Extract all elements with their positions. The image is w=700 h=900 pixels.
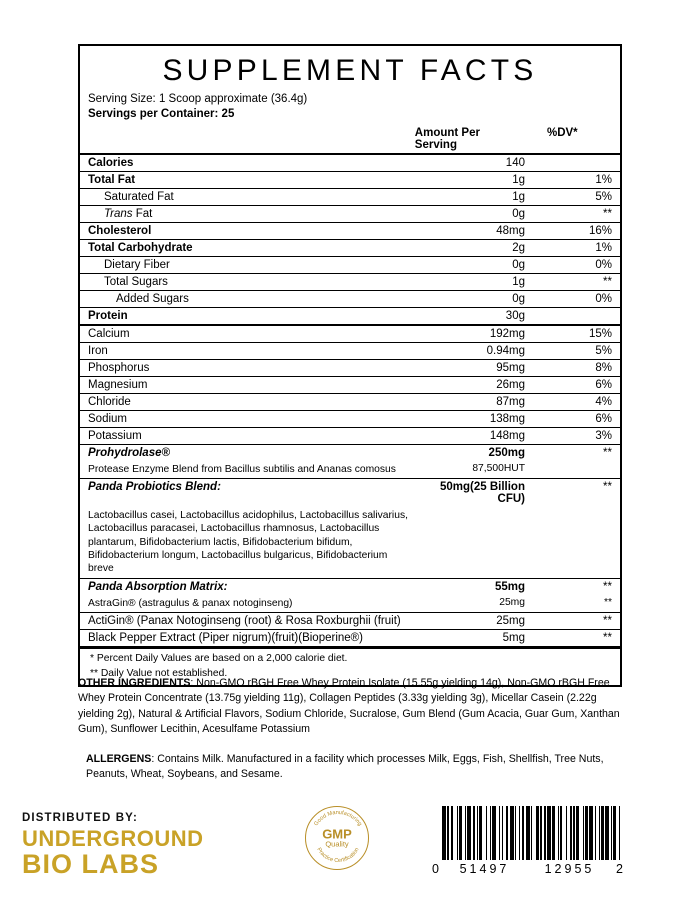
allergens-label: ALLERGENS (86, 753, 152, 765)
nutrient-name: Black Pepper Extract (Piper nigrum)(fruit)(Bioperine®) (80, 630, 415, 647)
blend-description-row (80, 507, 620, 578)
nutrient-dv (539, 154, 620, 172)
other-ingredients-label: OTHER INGREDIENTS (78, 677, 191, 689)
table-row (80, 273, 620, 290)
nutrient-name: Saturated Fat (80, 188, 415, 205)
nutrient-name: Added Sugars (80, 290, 415, 307)
column-header-amount: Amount Per Serving (415, 125, 539, 154)
panel-title: SUPPLEMENT FACTS (162, 54, 538, 87)
blend-dv: ** (603, 446, 612, 459)
nutrient-name: ActiGin® (Panax Notoginseng (root) & Rosa Roxburghii (fruit) (80, 613, 415, 630)
nutrient-amount: 30g (415, 307, 539, 325)
barcode-bars (442, 806, 624, 860)
nutrient-dv: ** (539, 205, 620, 222)
nutrient-amount: 138mg (415, 410, 539, 427)
serving-size: Serving Size: 1 Scoop approximate (36.4g) (88, 92, 308, 105)
distributed-by-label: DISTRIBUTED BY: (22, 812, 138, 824)
nutrient-amount: 87mg (415, 393, 539, 410)
column-header-name (80, 125, 415, 154)
nutrient-dv: 0% (539, 256, 620, 273)
table-header-row (80, 125, 620, 154)
nutrient-dv: 4% (539, 393, 620, 410)
nutrient-amount: 0g (415, 205, 539, 222)
allergens (86, 752, 626, 783)
svg-text:Practice Certification: Practice Certification (315, 846, 361, 865)
nutrient-name: Total Carbohydrate (80, 239, 415, 256)
nutrient-name: Chloride (80, 393, 415, 410)
supplement-facts-panel (78, 44, 622, 687)
nutrient-name: Phosphorus (80, 359, 415, 376)
table-row (80, 154, 620, 172)
svg-text:Good Manufacturing: Good Manufacturing (313, 809, 363, 828)
gmp-seal-main: GMP (322, 826, 352, 842)
nutrient-amount: 25mg (415, 613, 539, 630)
table-row (80, 630, 620, 647)
table-row (80, 613, 620, 630)
brand-name-line2: BIO LABS (22, 849, 160, 880)
barcode-group-2: 12955 (544, 862, 595, 876)
table-row (80, 171, 620, 188)
allergens-text: : Contains Milk. Manufactured in a facility which processes Milk, Eggs, Fish, Shellfish, Tree Nuts, Peanuts, Wheat, Soybeans, and Sesame. (86, 753, 604, 781)
gmp-seal-inner (322, 827, 352, 848)
table-row (80, 205, 620, 222)
nutrient-dv: 5% (539, 342, 620, 359)
other-ingredients-text: : Non-GMO rBGH Free Whey Protein Isolate (15.55g yielding 14g), Non-GMO rBGH Free Whey Protein Concentrate (13.75g yielding 11g), Collagen Peptides (3.33g yielding 3g), Micellar Casein (2.22g yielding 2g), Natural & Artificial Flavors, Sodium Chloride, Sucralose, Gum Blend (Gum Acacia, Guar Gum, Xanthan Gum), Sunflower Lecithin, Acesulfame Potassium (78, 677, 620, 736)
nutrient-dv: 6% (539, 376, 620, 393)
blend-description-amount (415, 507, 539, 578)
barcode-right-digit: 2 (616, 862, 624, 876)
table-row (80, 188, 620, 205)
nutrient-name: Sodium (80, 410, 415, 427)
barcode (432, 806, 624, 876)
blend-description-dv (539, 507, 620, 578)
nutrient-name: Total Sugars (80, 273, 415, 290)
blend-description-row (80, 461, 620, 479)
barcode-number (432, 862, 624, 876)
blend-row (80, 444, 620, 461)
table-row (80, 393, 620, 410)
nutrient-name: Potassium (80, 427, 415, 444)
gmp-seal (305, 806, 373, 874)
nutrient-dv: 5% (539, 188, 620, 205)
nutrient-amount: 26mg (415, 376, 539, 393)
blend-description-row (80, 595, 620, 613)
nutrient-amount: 5mg (415, 630, 539, 647)
blend-amount: 250mg (488, 446, 525, 459)
footnote-2: ** Daily Value not established. (90, 667, 228, 679)
barcode-left-digit: 0 (432, 862, 440, 876)
nutrient-amount: 0g (415, 290, 539, 307)
nutrient-amount: 1g (415, 171, 539, 188)
blend-description-dv (539, 461, 620, 479)
barcode-bar (620, 806, 624, 860)
nutrient-name: Calcium (80, 325, 415, 343)
nutrient-dv: ** (539, 613, 620, 630)
nutrient-name: Cholesterol (80, 222, 415, 239)
blend-dv: ** (603, 580, 612, 593)
nutrient-amount: 0.94mg (415, 342, 539, 359)
nutrient-dv: ** (539, 630, 620, 647)
distributor-block (22, 812, 282, 878)
blend-description-dv: ** (539, 595, 620, 613)
nutrient-name: Protein (80, 307, 415, 325)
nutrient-name: Calories (80, 154, 415, 172)
nutrient-dv (539, 307, 620, 325)
nutrient-name: Iron (80, 342, 415, 359)
blend-dv: ** (603, 480, 612, 493)
table-row (80, 256, 620, 273)
nutrient-amount: 95mg (415, 359, 539, 376)
table-row (80, 342, 620, 359)
blend-amount: 55mg (494, 580, 525, 593)
table-row (80, 239, 620, 256)
blend-description: Protease Enzyme Blend from Bacillus subtilis and Ananas comosus (80, 461, 415, 479)
nutrient-amount: 48mg (415, 222, 539, 239)
blend-amount: 50mg(25 Billion CFU) (439, 480, 525, 505)
table-row (80, 376, 620, 393)
table-row (80, 410, 620, 427)
blend-name: Panda Probiotics Blend: (88, 480, 221, 493)
nutrient-dv: 6% (539, 410, 620, 427)
nutrient-amount: 192mg (415, 325, 539, 343)
nutrient-dv: 1% (539, 171, 620, 188)
nutrient-dv: 16% (539, 222, 620, 239)
nutrition-table (80, 125, 620, 648)
table-row (80, 307, 620, 325)
nutrient-dv: 15% (539, 325, 620, 343)
serving-info (80, 92, 620, 125)
footnote-1: * Percent Daily Values are based on a 2,000 calorie diet. (90, 653, 348, 665)
nutrient-amount: 140 (415, 154, 539, 172)
nutrient-dv: 8% (539, 359, 620, 376)
nutrient-name: Trans Fat (80, 205, 415, 222)
gmp-seal-circle (305, 806, 369, 870)
gmp-seal-sub: Quality (325, 839, 349, 849)
table-row (80, 359, 620, 376)
nutrient-dv: 0% (539, 290, 620, 307)
blend-description-amount: 25mg (415, 595, 539, 613)
nutrient-amount: 0g (415, 256, 539, 273)
nutrient-name: Magnesium (80, 376, 415, 393)
table-row (80, 427, 620, 444)
table-row (80, 222, 620, 239)
blend-row (80, 578, 620, 595)
blend-row (80, 478, 620, 507)
blend-name: Panda Absorption Matrix: (88, 580, 228, 593)
barcode-group-1: 51497 (459, 862, 510, 876)
blend-description: AstraGin® (astragulus & panax notoginseng) (80, 595, 415, 613)
blend-name: Prohydrolase® (88, 446, 170, 459)
column-header-dv: %DV* (539, 125, 620, 154)
blend-description-amount: 87,500HUT (415, 461, 539, 479)
other-ingredients (78, 676, 626, 737)
nutrient-amount: 1g (415, 273, 539, 290)
nutrient-dv: 1% (539, 239, 620, 256)
nutrient-amount: 2g (415, 239, 539, 256)
nutrient-dv: ** (539, 273, 620, 290)
brand-name-line1: UNDERGROUND (22, 826, 204, 851)
blend-description: Lactobacillus casei, Lactobacillus acidophilus, Lactobacillus salivarius, Lactobacillus paracasei, Lactobacillus rhamnosus, Lactobacillus plantarum, Bifidobacterium lactis, Bifidobacterium bifidum, Bifidobacterium longum, Lactobacillus bulgaricus, Bifidobacterium breve (80, 507, 415, 578)
servings-per-container: Servings per Container: 25 (88, 108, 235, 121)
nutrient-dv: 3% (539, 427, 620, 444)
table-row (80, 325, 620, 343)
nutrient-amount: 1g (415, 188, 539, 205)
nutrient-amount: 148mg (415, 427, 539, 444)
nutrient-name: Total Fat (80, 171, 415, 188)
table-row (80, 290, 620, 307)
nutrient-name: Dietary Fiber (80, 256, 415, 273)
